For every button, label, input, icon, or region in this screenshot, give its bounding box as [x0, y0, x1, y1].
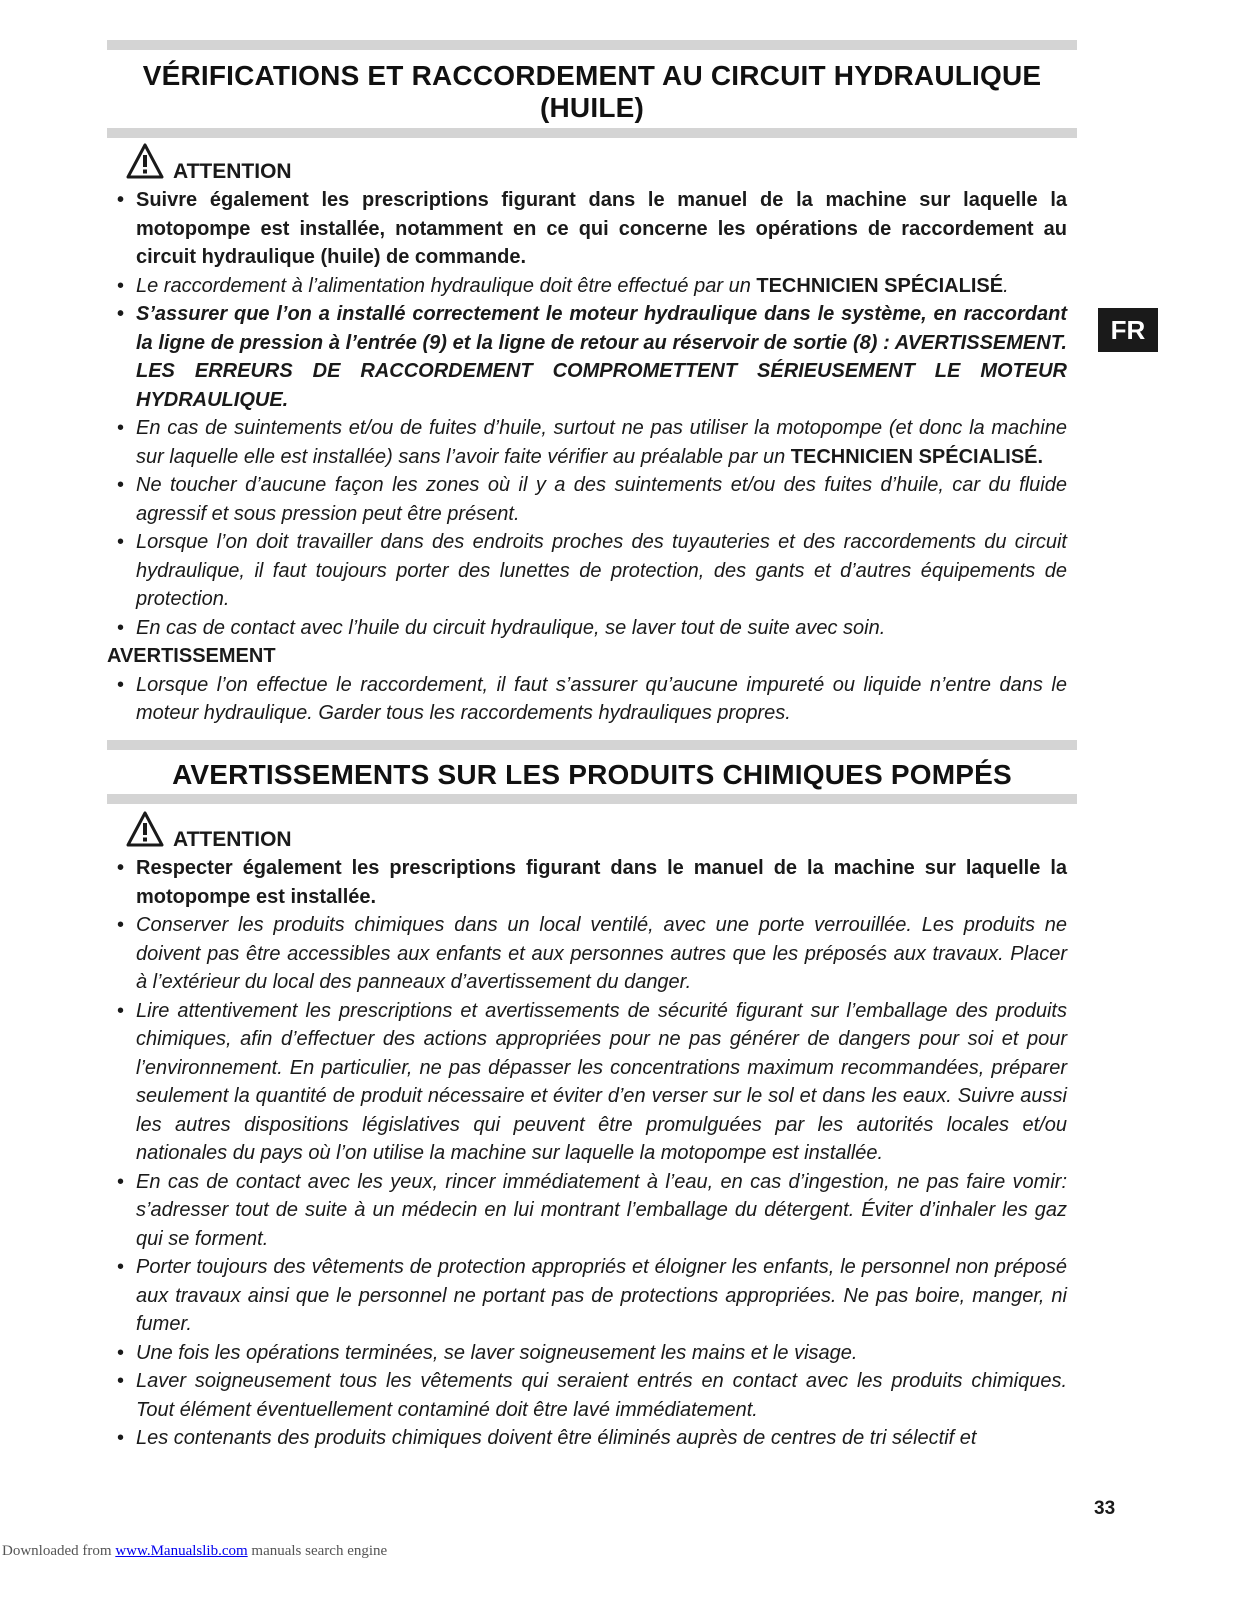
- bullet-glyph: •: [117, 857, 125, 879]
- list-item: [107, 1339, 1067, 1368]
- manualslib-link[interactable]: www.Manualslib.com: [115, 1543, 248, 1559]
- list-item: [107, 854, 1067, 911]
- attention-label: ATTENTION: [173, 160, 292, 183]
- attention-header: [107, 140, 1067, 186]
- section-2-title: AVERTISSEMENTS SUR LES PRODUITS CHIMIQUES POMPÉS: [172, 759, 1012, 790]
- bullet-glyph: •: [117, 303, 125, 325]
- warning-list: [107, 671, 1067, 728]
- list-item: [107, 1424, 1067, 1453]
- list-item-text: Les contenants des produits chimiques doivent être éliminés auprès de centres de tri sélectif et: [136, 1427, 977, 1449]
- list-item-text: Respecter également les prescriptions figurant dans le manuel de la machine sur laquelle la motopompe est installée.: [136, 857, 1067, 908]
- heading-bar-bottom: [107, 794, 1077, 804]
- technician-emphasis: TECHNICIEN SPÉCIALISÉ.: [790, 445, 1044, 468]
- bullet-glyph: •: [117, 1427, 125, 1449]
- list-item-text: Lorsque l’on effectue le raccordement, il faut s’assurer qu’aucune impureté ou liquide n’entre dans le moteur hydraulique. Garder tous les raccordements hydrauliques propres.: [136, 673, 1067, 724]
- bullet-glyph: •: [117, 474, 125, 496]
- language-tab: FR: [1098, 308, 1158, 352]
- list-item: [107, 272, 1067, 301]
- section-1-title-line-2: (HUILE): [539, 92, 645, 123]
- attention-label: ATTENTION: [173, 828, 292, 851]
- bullet-glyph: •: [117, 1341, 125, 1364]
- list-item-text: En cas de suintements et/ou de fuites d’huile, surtout ne pas utiliser la motopompe (et donc la machine sur laquelle elle est installée) sans l’avoir faite vérifier au préalable par un: [136, 417, 1067, 468]
- page-number: 33: [1094, 1498, 1116, 1519]
- list-item: [107, 300, 1067, 414]
- section-2-heading: [107, 740, 1077, 804]
- list-item: [107, 911, 1067, 997]
- list-item: [107, 1168, 1067, 1254]
- section-1-body: [107, 140, 1067, 728]
- bullet-glyph: •: [117, 1170, 125, 1193]
- list-item-text: En cas de contact avec les yeux, rincer immédiatement à l’eau, en cas d’ingestion, ne pas faire vomir: s’adresser tout de suite à un médecin en lui montrant l’emballage du détergent. Éviter d’inhaler les gaz qui se forment.: [136, 1170, 1067, 1250]
- list-item-text: Laver soigneusement tous les vêtements qui seraient entrés en contact avec les produits chimiques. Tout élément éventuellement contaminé doit être lavé immédiatement.: [136, 1370, 1067, 1421]
- list-item: [107, 186, 1067, 272]
- section-1-title: [107, 50, 1077, 128]
- list-item-text: Lire attentivement les prescriptions et avertissements de sécurité figurant sur l’emballage des produits chimiques, afin d’effectuer des actions appropriées pour ne pas générer de dangers pour soi et pour l’environnement. En particulier, ne pas dépasser les concentrations maximum recommandées, préparer seulement la quantité de produit nécessaire et éviter d’en verser sur le sol et dans les eaux. Suivre aussi les autres dispositions législatives qui peuvent être promulguées par les autorités locales et/ou nationales du pays où l’on utilise la machine sur laquelle la motopompe est installée.: [136, 999, 1067, 1164]
- bullet-glyph: •: [117, 531, 125, 553]
- bullet-glyph: •: [117, 1370, 125, 1392]
- attention-list: [107, 186, 1067, 642]
- warning-triangle-icon: [125, 142, 165, 180]
- bullet-glyph: •: [117, 914, 125, 936]
- section-2-body: [107, 808, 1067, 1453]
- list-item: [107, 471, 1067, 528]
- heading-bar-top: [107, 740, 1077, 750]
- list-item: [107, 614, 1067, 643]
- warning-triangle-icon: [125, 810, 165, 848]
- list-item: [107, 1253, 1067, 1339]
- bullet-glyph: •: [117, 999, 125, 1022]
- list-item-text: Suivre également les prescriptions figurant dans le manuel de la machine sur laquelle la motopompe est installée, notamment en ce qui concerne les opérations de raccordement au circuit hydraulique (huile) de commande.: [136, 189, 1067, 268]
- bullet-glyph: •: [117, 1256, 125, 1278]
- list-item-text: Porter toujours des vêtements de protection appropriés et éloigner les enfants, le personnel non préposé aux travaux ainsi que le personnel ne portant pas de protections appropriées. Ne pas boire, manger, ni fumer.: [136, 1256, 1067, 1335]
- list-item-text: S’assurer que l’on a installé correctement le moteur hydraulique dans le système, en raccordant la ligne de pression à l’entrée (9) et la ligne de retour au réservoir de sortie (8) : AVERTISSEMENT. LES ERREURS DE RACCORDEMENT COMPROMETTENT SÉRIEUSEMENT LE MOTEUR HYDRAULIQUE.: [136, 303, 1067, 411]
- list-item-text: En cas de contact avec l’huile du circuit hydraulique, se laver tout de suite avec soin.: [136, 616, 886, 639]
- bullet-glyph: •: [117, 274, 125, 297]
- list-item-text: Ne toucher d’aucune façon les zones où il y a des suintements et/ou des fuites d’huile, car du fluide agressif et sous pression peut être présent.: [136, 474, 1067, 525]
- list-item-text: Conserver les produits chimiques dans un local ventilé, avec une porte verrouillée. Les produits ne doivent pas être accessibles aux enfants et aux personnes autres que les préposés aux travaux. Placer à l’extérieur du local des panneaux d’avertissement du danger.: [136, 914, 1067, 993]
- bullet-glyph: •: [117, 616, 125, 639]
- list-item-text: Le raccordement à l’alimentation hydraulique doit être effectué par un: [136, 274, 757, 297]
- list-item: [107, 1367, 1067, 1424]
- list-item-text: Lorsque l’on doit travailler dans des endroits proches des tuyauteries et des raccordements du circuit hydraulique, il faut toujours porter des lunettes de protection, des gants et d’autres équipements de protection.: [136, 531, 1067, 610]
- bullet-glyph: •: [117, 417, 125, 439]
- list-item: [107, 414, 1067, 471]
- warning-heading: AVERTISSEMENT: [107, 645, 276, 667]
- heading-bar-bottom: [107, 128, 1077, 138]
- list-item: [107, 528, 1067, 614]
- attention-header: [107, 808, 1067, 854]
- list-item-text-end: .: [1003, 274, 1009, 297]
- section-1-heading: [107, 40, 1077, 138]
- list-item: [107, 671, 1067, 728]
- footer-prefix: Downloaded from: [2, 1543, 116, 1559]
- attention-list: [107, 854, 1067, 1453]
- heading-bar-top: [107, 40, 1077, 50]
- download-footer: [2, 1543, 387, 1560]
- bullet-glyph: •: [117, 673, 125, 696]
- list-item: [107, 997, 1067, 1168]
- section-1-title-line-1: VÉRIFICATIONS ET RACCORDEMENT AU CIRCUIT HYDRAULIQUE: [142, 60, 1042, 91]
- footer-suffix: manuals search engine: [247, 1543, 388, 1559]
- bullet-glyph: •: [117, 189, 125, 211]
- list-item-text: Une fois les opérations terminées, se laver soigneusement les mains et le visage.: [136, 1341, 858, 1364]
- technician-emphasis: TECHNICIEN SPÉCIALISÉ: [756, 274, 1004, 297]
